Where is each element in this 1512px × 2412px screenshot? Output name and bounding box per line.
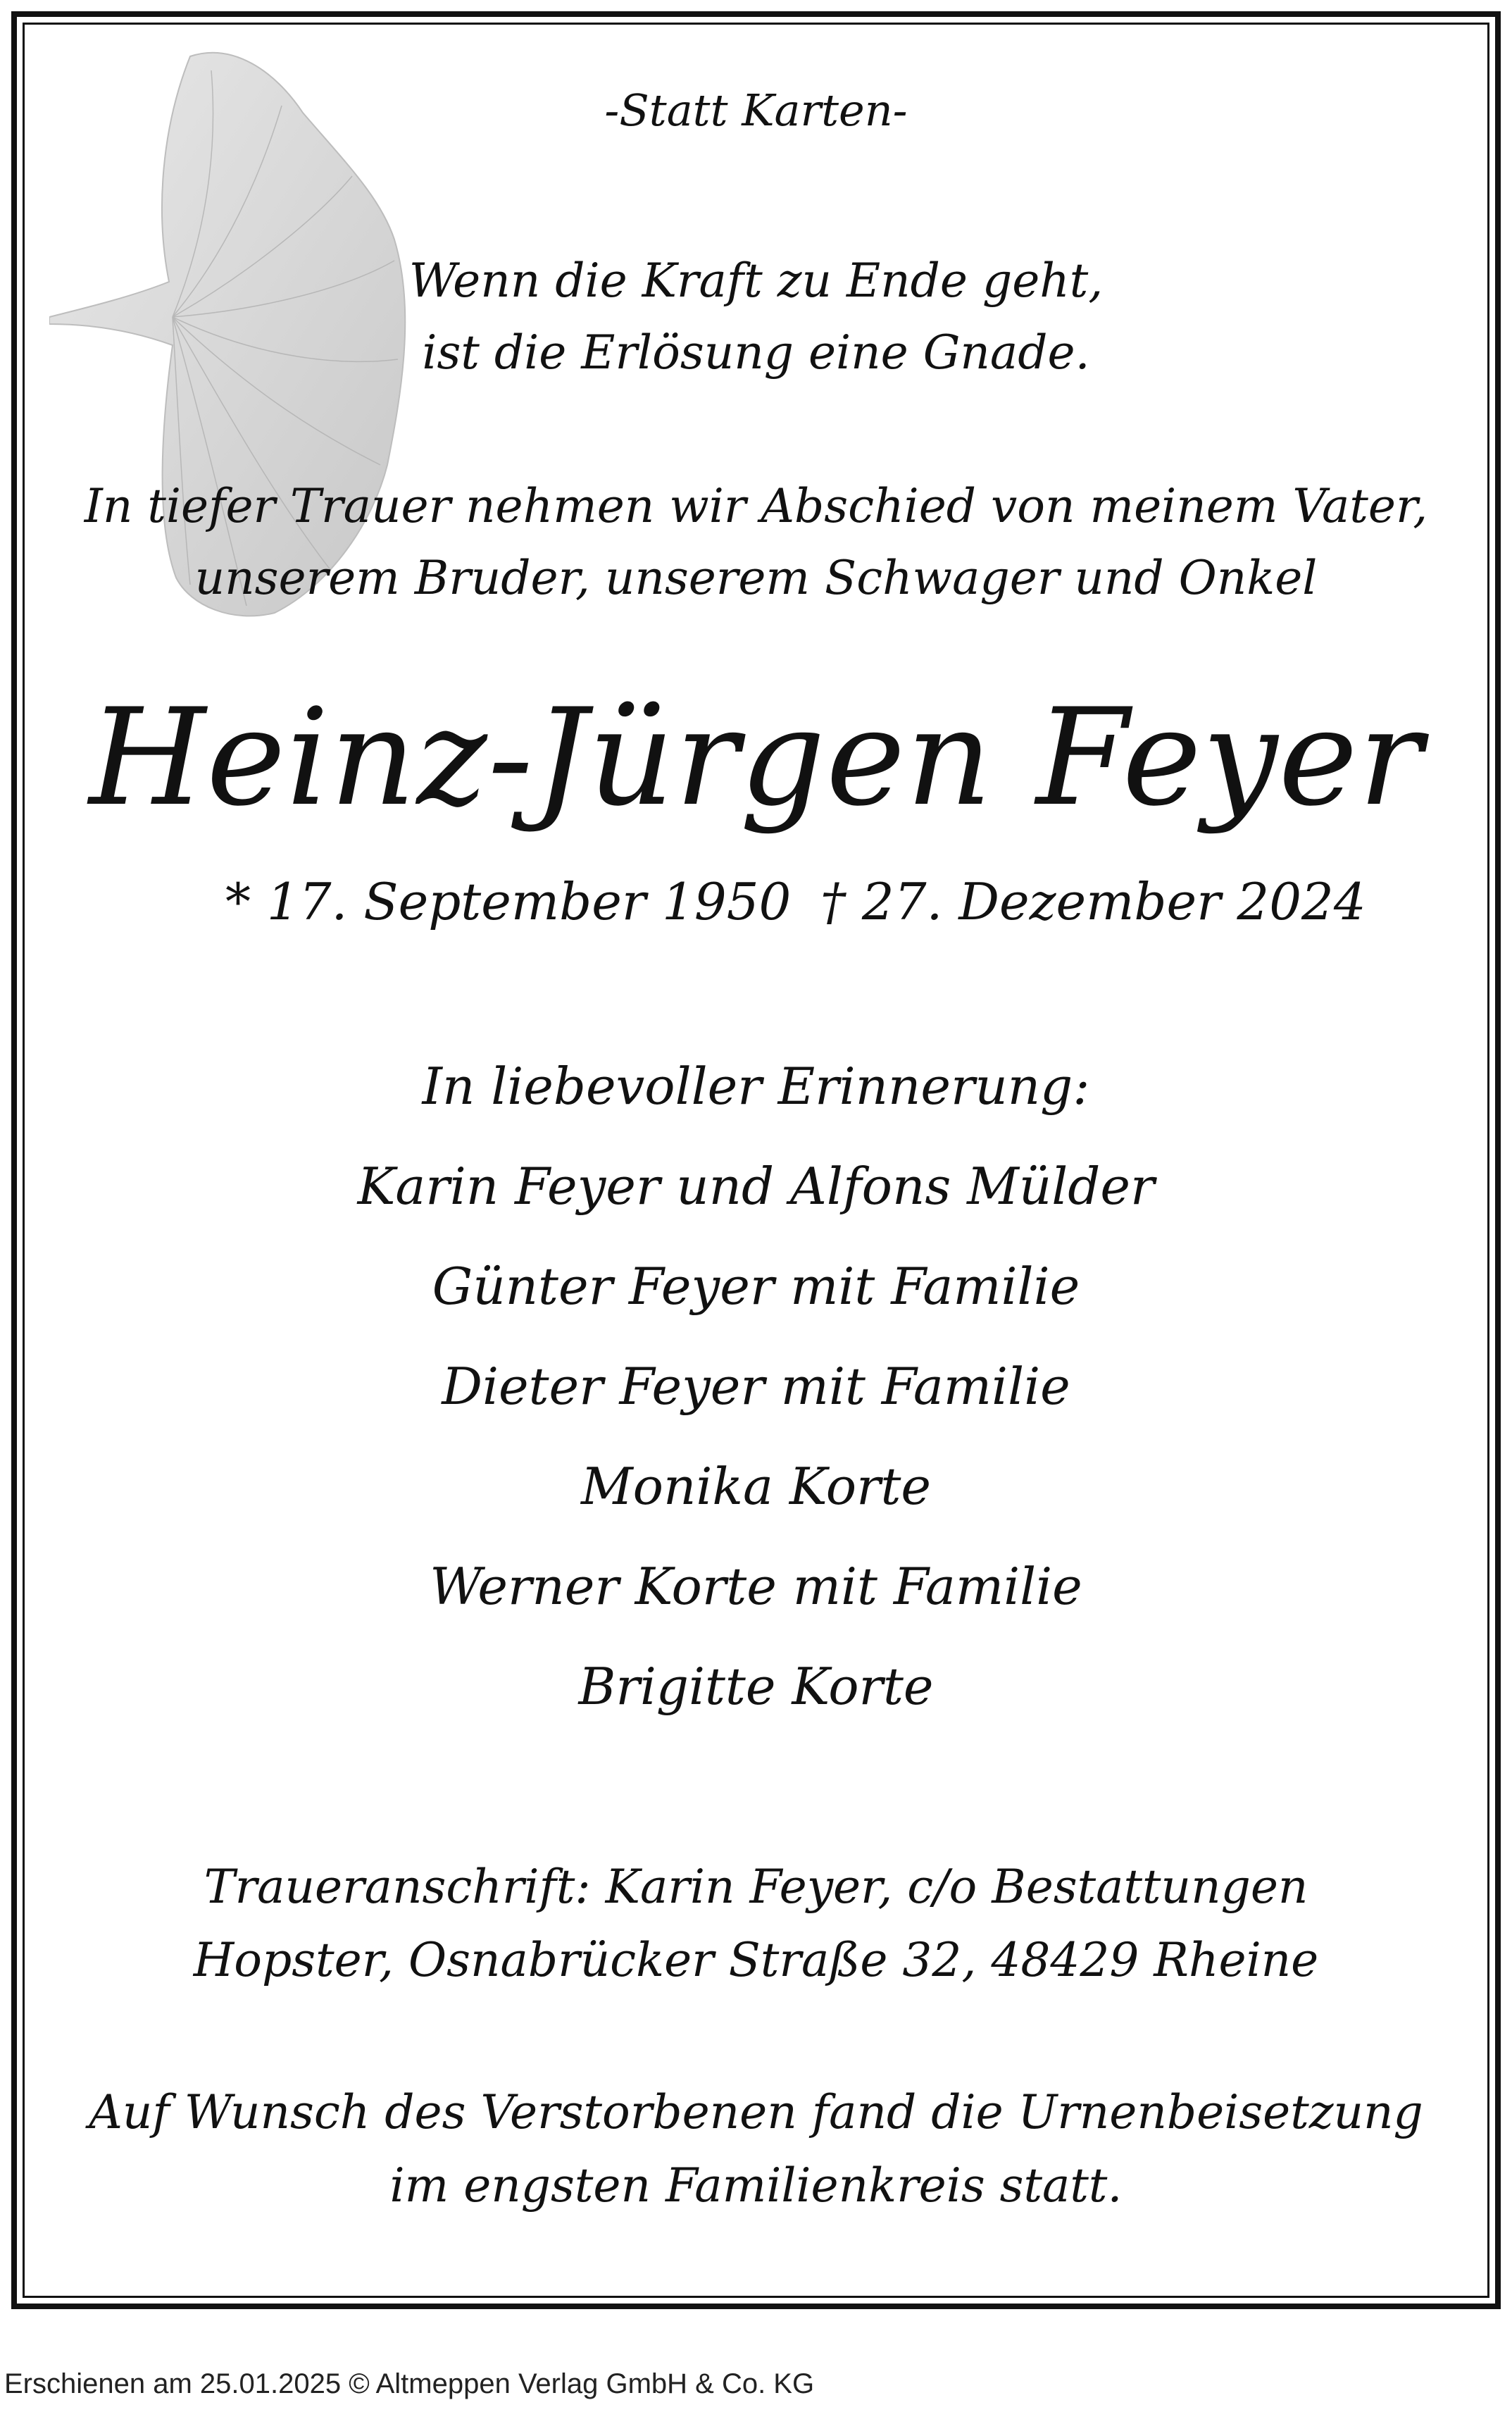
address-line-1: Traueranschrift: Karin Feyer, c/o Bestattungen — [204, 1860, 1308, 1914]
motto-line-1: Wenn die Kraft zu Ende geht, — [408, 254, 1104, 308]
mourner-item: Brigitte Korte — [578, 1657, 934, 1716]
motto-line-2: ist die Erlösung eine Gnade. — [422, 325, 1090, 380]
mourner-item: Dieter Feyer mit Familie — [442, 1357, 1070, 1416]
mourner-item: Karin Feyer und Alfons Mülder — [357, 1157, 1155, 1216]
burial-line-1: Auf Wunsch des Verstorbenen fand die Urnenbeisetzung — [89, 2085, 1423, 2139]
death-date: † 27. Dezember 2024 — [820, 872, 1366, 931]
mourner-item: Monika Korte — [580, 1457, 932, 1516]
address-line-2: Hopster, Osnabrücker Straße 32, 48429 Rheine — [193, 1933, 1319, 1987]
header-statt-karten: -Statt Karten- — [604, 85, 908, 136]
deceased-name: Heinz-Jürgen Feyer — [89, 680, 1423, 835]
life-dates — [0, 872, 1512, 943]
mourner-item: Günter Feyer mit Familie — [432, 1257, 1080, 1316]
intro-line-1: In tiefer Trauer nehmen wir Abschied von meinem Vater, — [84, 479, 1428, 533]
remembrance-heading: In liebevoller Erinnerung: — [422, 1057, 1090, 1116]
mourner-item: Werner Korte mit Familie — [430, 1557, 1082, 1616]
intro-line-2: unserem Bruder, unserem Schwager und Onkel — [194, 551, 1318, 605]
birth-date: * 17. September 1950 — [225, 872, 792, 931]
publication-credit: Erschienen am 25.01.2025 © Altmeppen Verlag GmbH & Co. KG — [4, 2368, 815, 2399]
burial-line-2: im engsten Familienkreis statt. — [389, 2158, 1123, 2213]
